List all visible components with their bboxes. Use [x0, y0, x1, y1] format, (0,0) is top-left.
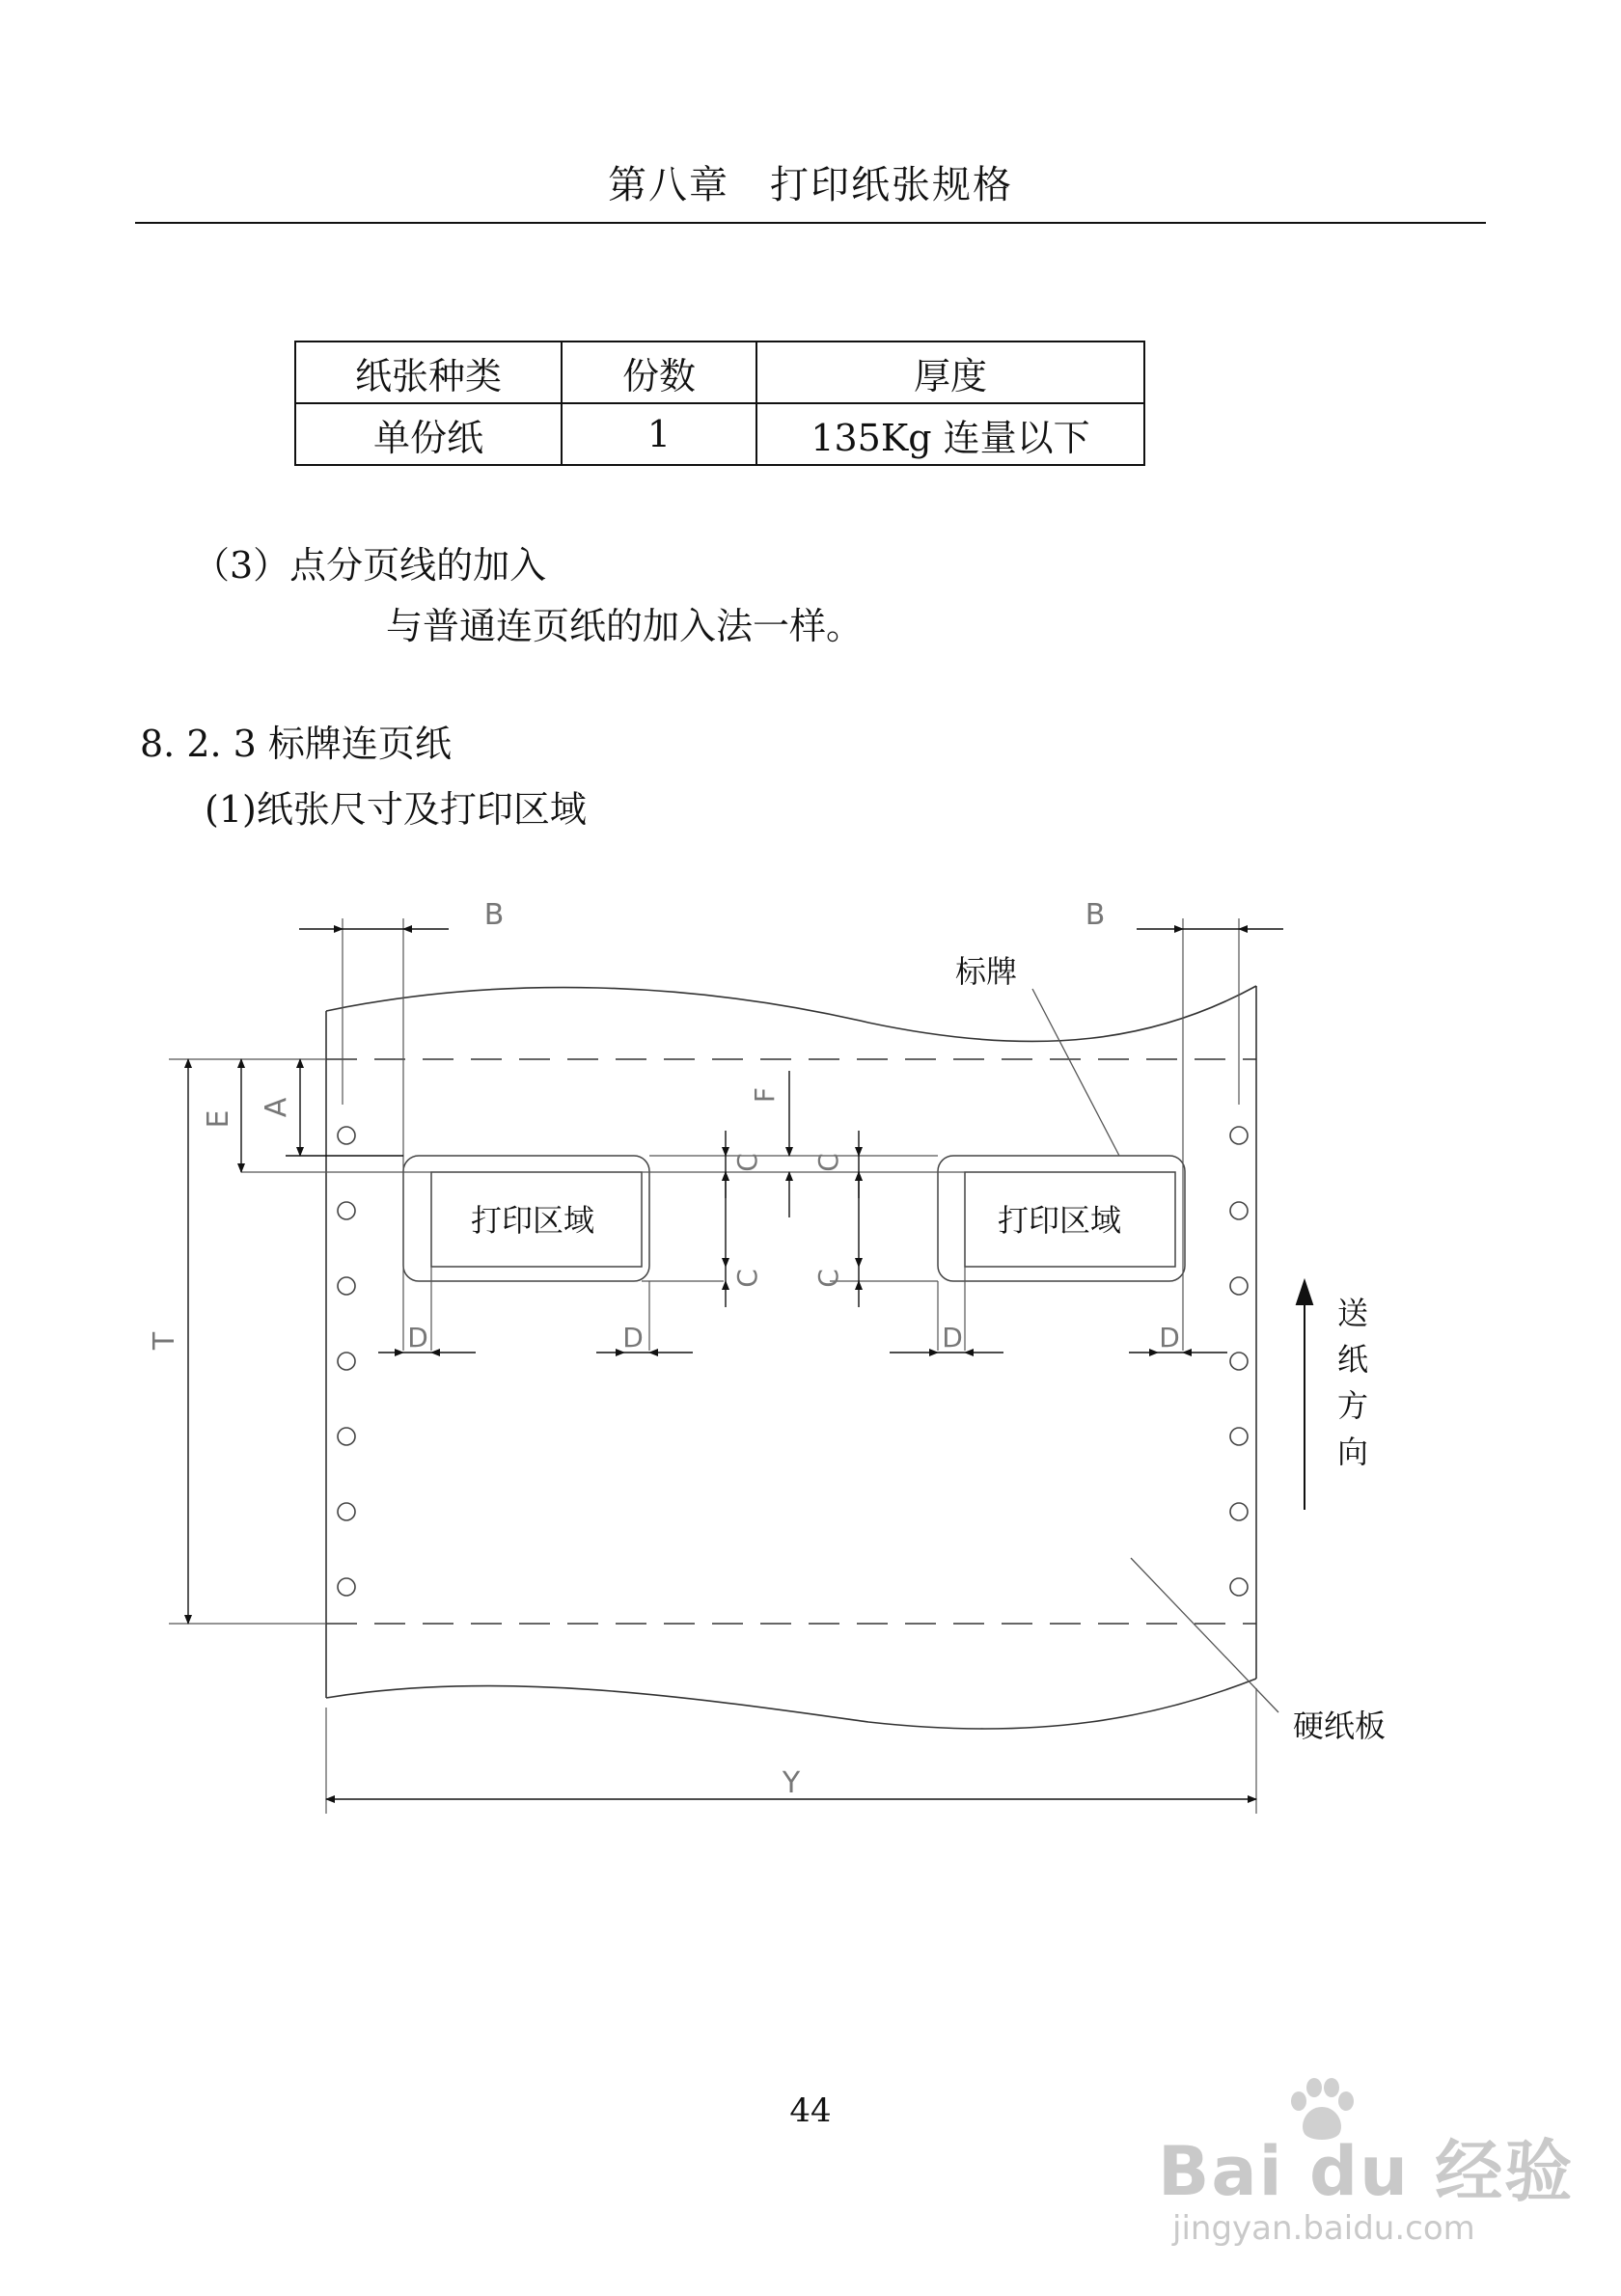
feed-direction-char: 向 — [1336, 1434, 1369, 1470]
dim-D-label: D — [1159, 1322, 1180, 1353]
dim-B-left-label: B — [483, 898, 505, 932]
feed-direction-char: 送 — [1336, 1295, 1369, 1331]
dim-C-label: C — [812, 1269, 844, 1288]
table-header-cell: 厚度 — [756, 342, 1144, 403]
dim-D-label: D — [622, 1322, 644, 1353]
dim-T-label: T — [148, 1331, 181, 1351]
dim-C-label: C — [812, 1153, 844, 1172]
extension-lines — [169, 918, 1256, 1814]
section-823-sub1: (1)纸张尺寸及打印区域 — [205, 788, 587, 831]
table-cell: 135Kg 连量以下 — [756, 403, 1144, 465]
table-cell: 1 — [562, 403, 756, 465]
print-area-right-label: 打印区域 — [997, 1202, 1122, 1239]
table-cell: 单份纸 — [295, 403, 562, 465]
perforation-lines — [326, 1059, 1256, 1624]
dim-A-label: A — [260, 1097, 293, 1118]
page-number: 44 — [789, 2091, 832, 2130]
feed-direction-arrow — [1297, 1281, 1312, 1510]
print-area-left-label: 打印区域 — [470, 1202, 595, 1239]
paper-outline — [326, 986, 1256, 1729]
dim-D-label: D — [407, 1322, 428, 1353]
table-header-cell: 纸张种类 — [295, 342, 562, 403]
dim-B-right-label: B — [1085, 898, 1106, 932]
baidu-watermark: Bai du 经验 — [1158, 2132, 1575, 2211]
section-823-heading: 8. 2. 3 标牌连页纸 — [140, 723, 452, 765]
dim-F-label: F — [749, 1086, 781, 1104]
sprocket-holes-left — [338, 1127, 355, 1596]
dim-A — [286, 1059, 403, 1156]
dim-E-label: E — [202, 1109, 235, 1129]
baidu-watermark-url: jingyan.baidu.com — [1172, 2209, 1475, 2248]
table-header-cell: 份数 — [562, 342, 756, 403]
tag-label: 标牌 — [955, 953, 1018, 990]
section-3-heading: （3）点分页线的加入 — [193, 544, 547, 587]
chapter-header: 第八章 打印纸张规格 — [608, 163, 1013, 207]
sprocket-holes-right — [1230, 1127, 1248, 1596]
board-label: 硬纸板 — [1293, 1708, 1387, 1744]
dim-C-label: C — [731, 1153, 763, 1172]
dim-Y-label: Y — [782, 1766, 801, 1800]
tag-leader-line — [1032, 989, 1119, 1156]
dim-C-label: C — [731, 1269, 763, 1288]
section-3-body: 与普通连页纸的加入法一样。 — [386, 605, 864, 647]
feed-direction-char: 方 — [1336, 1387, 1369, 1424]
feed-direction-char: 纸 — [1336, 1341, 1369, 1378]
dim-D-label: D — [942, 1322, 963, 1353]
